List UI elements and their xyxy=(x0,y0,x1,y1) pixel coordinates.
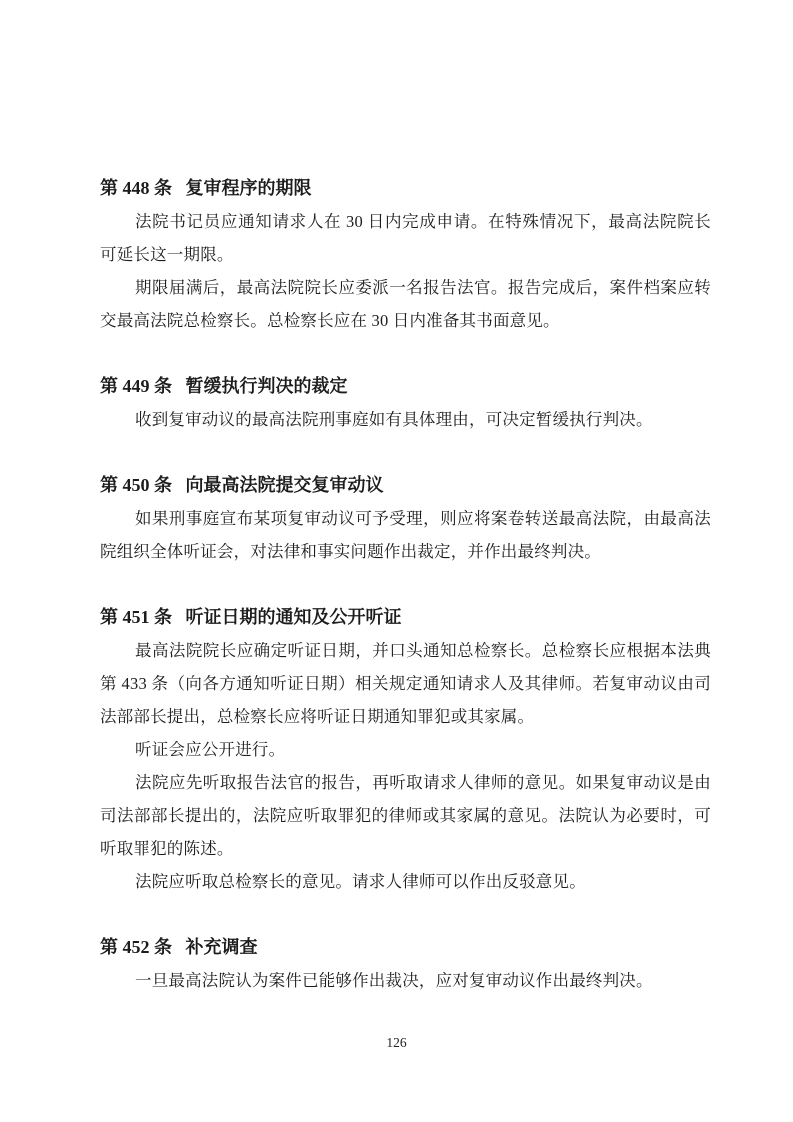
page-number: 126 xyxy=(386,1035,407,1050)
page-content xyxy=(100,172,711,997)
article-452-number: 第 452 条 xyxy=(100,937,172,957)
article-448 xyxy=(100,172,711,337)
article-451 xyxy=(100,601,711,898)
article-451-paragraph-3: 法院应先听取报告法官的报告，再听取请求人律师的意见。如果复审动议是由司法部部长提出的，法院应听取罪犯的律师或其家属的意见。法院认为必要时，可听取罪犯的陈述。 xyxy=(100,773,711,858)
article-448-title: 复审程序的期限 xyxy=(185,178,312,198)
article-451-title: 听证日期的通知及公开听证 xyxy=(185,607,402,627)
article-451-paragraph-2: 听证会应公开进行。 xyxy=(135,740,286,759)
article-450-title: 向最高法院提交复审动议 xyxy=(185,475,384,495)
article-448-number: 第 448 条 xyxy=(100,178,172,198)
article-449 xyxy=(100,370,711,436)
article-449-paragraph-1: 收到复审动议的最高法院刑事庭如有具体理由，可决定暂缓执行判决。 xyxy=(135,410,653,429)
article-452-title: 补充调查 xyxy=(185,937,258,957)
article-450-number: 第 450 条 xyxy=(100,475,172,495)
article-448-heading xyxy=(100,172,711,205)
article-449-title: 暂缓执行判决的裁定 xyxy=(185,376,348,396)
article-451-paragraph-4: 法院应听取总检察长的意见。请求人律师可以作出反驳意见。 xyxy=(135,872,586,891)
article-452-heading xyxy=(100,931,711,964)
article-452-paragraph-1: 一旦最高法院认为案件已能够作出裁决，应对复审动议作出最终判决。 xyxy=(135,971,653,990)
article-449-heading xyxy=(100,370,711,403)
article-452 xyxy=(100,931,711,997)
article-449-number: 第 449 条 xyxy=(100,376,172,396)
article-451-paragraph-1: 最高法院院长应确定听证日期，并口头通知总检察长。总检察长应根据本法典第 433 条（向各方通知听证日期）相关规定通知请求人及其律师。若复审动议由司法部部长提出，总检察长应将听证日期通知罪犯或其家属。 xyxy=(100,641,711,726)
article-450-heading xyxy=(100,469,711,502)
article-451-number: 第 451 条 xyxy=(100,607,172,627)
article-451-heading xyxy=(100,601,711,634)
article-448-paragraph-2: 期限届满后，最高法院院长应委派一名报告法官。报告完成后，案件档案应转交最高法院总检察长。总检察长应在 30 日内准备其书面意见。 xyxy=(100,278,711,330)
article-450 xyxy=(100,469,711,568)
article-450-paragraph-1: 如果刑事庭宣布某项复审动议可予受理，则应将案卷转送最高法院，由最高法院组织全体听证会，对法律和事实问题作出裁定，并作出最终判决。 xyxy=(100,509,711,561)
article-448-paragraph-1: 法院书记员应通知请求人在 30 日内完成申请。在特殊情况下，最高法院院长可延长这一期限。 xyxy=(100,212,711,264)
